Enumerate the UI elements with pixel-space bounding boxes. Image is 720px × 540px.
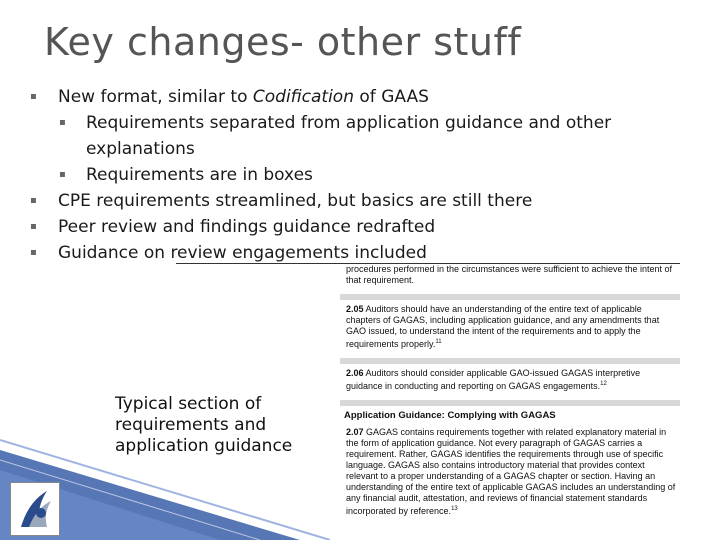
slide-title: Key changes- other stuff — [44, 20, 522, 64]
emphasis-text: Codification — [252, 87, 354, 107]
doc-paragraph: 2.07 GAGAS contains requirements together with related explanatory material in the form of application guidance. Not every paragraph of GAGAS carries a requirement. Rather, GAGAS identifies the requirements through use of specific language. GAGAS also contains introductory material that provides context relevant to a proper understanding of a GAGAS chapter or section. Having an understanding of the entire text of applicable GAGAS includes an understanding of any financial audit, attestation, and reviews of financial statement standards incorporated by reference.$^{13}$ — [346, 427, 676, 516]
bullet-item: ▪ Guidance on review engagements included — [0, 240, 700, 266]
requirement-box-border — [340, 294, 680, 300]
bullet-icon: ▪ — [59, 117, 66, 128]
sub-bullet-item: ▪ Requirements are in boxes — [0, 162, 646, 188]
bullet-item: ▪ Peer review and findings guidance redrafted — [0, 214, 700, 240]
bullet-item: ▪ CPE requirements streamlined, but basics are still there — [0, 188, 700, 214]
bullet-list — [0, 84, 700, 266]
doc-heading: Application Guidance: Complying with GAGAS — [344, 410, 556, 421]
requirement-box-border — [340, 358, 680, 364]
sub-bullet-item: ▪ Requirements separated from application guidance and other explanations — [0, 110, 646, 162]
doc-paragraph: procedures performed in the circumstances were sufficient to achieve the intent of that requirement. — [346, 264, 673, 285]
company-logo — [10, 482, 60, 536]
doc-paragraph: 2.05 Auditors should have an understanding of the entire text of applicable chapters of GAGAS, including application guidance, and any amendments that GAO issued, to understand the intent of the requirements and to apply the requirements properly.$^{11}$ — [346, 304, 660, 349]
bullet-icon: ▪ — [30, 195, 37, 206]
bullet-item: ▪ New format, similar to Codification of GAAS — [0, 84, 700, 110]
bullet-icon: ▪ — [59, 169, 66, 180]
doc-paragraph: 2.06 Auditors should consider applicable GAO-issued GAGAS interpretive guidance in conducting and reporting on GAGAS engagements.$^{12}$ — [346, 368, 641, 391]
requirement-box-border — [340, 400, 680, 406]
document-excerpt-image — [340, 264, 680, 534]
image-caption: Typical section of requirements and application guidance — [115, 394, 293, 456]
bullet-icon: ▪ — [30, 221, 37, 232]
bullet-icon: ▪ — [30, 247, 37, 258]
bullet-icon: ▪ — [30, 91, 37, 102]
